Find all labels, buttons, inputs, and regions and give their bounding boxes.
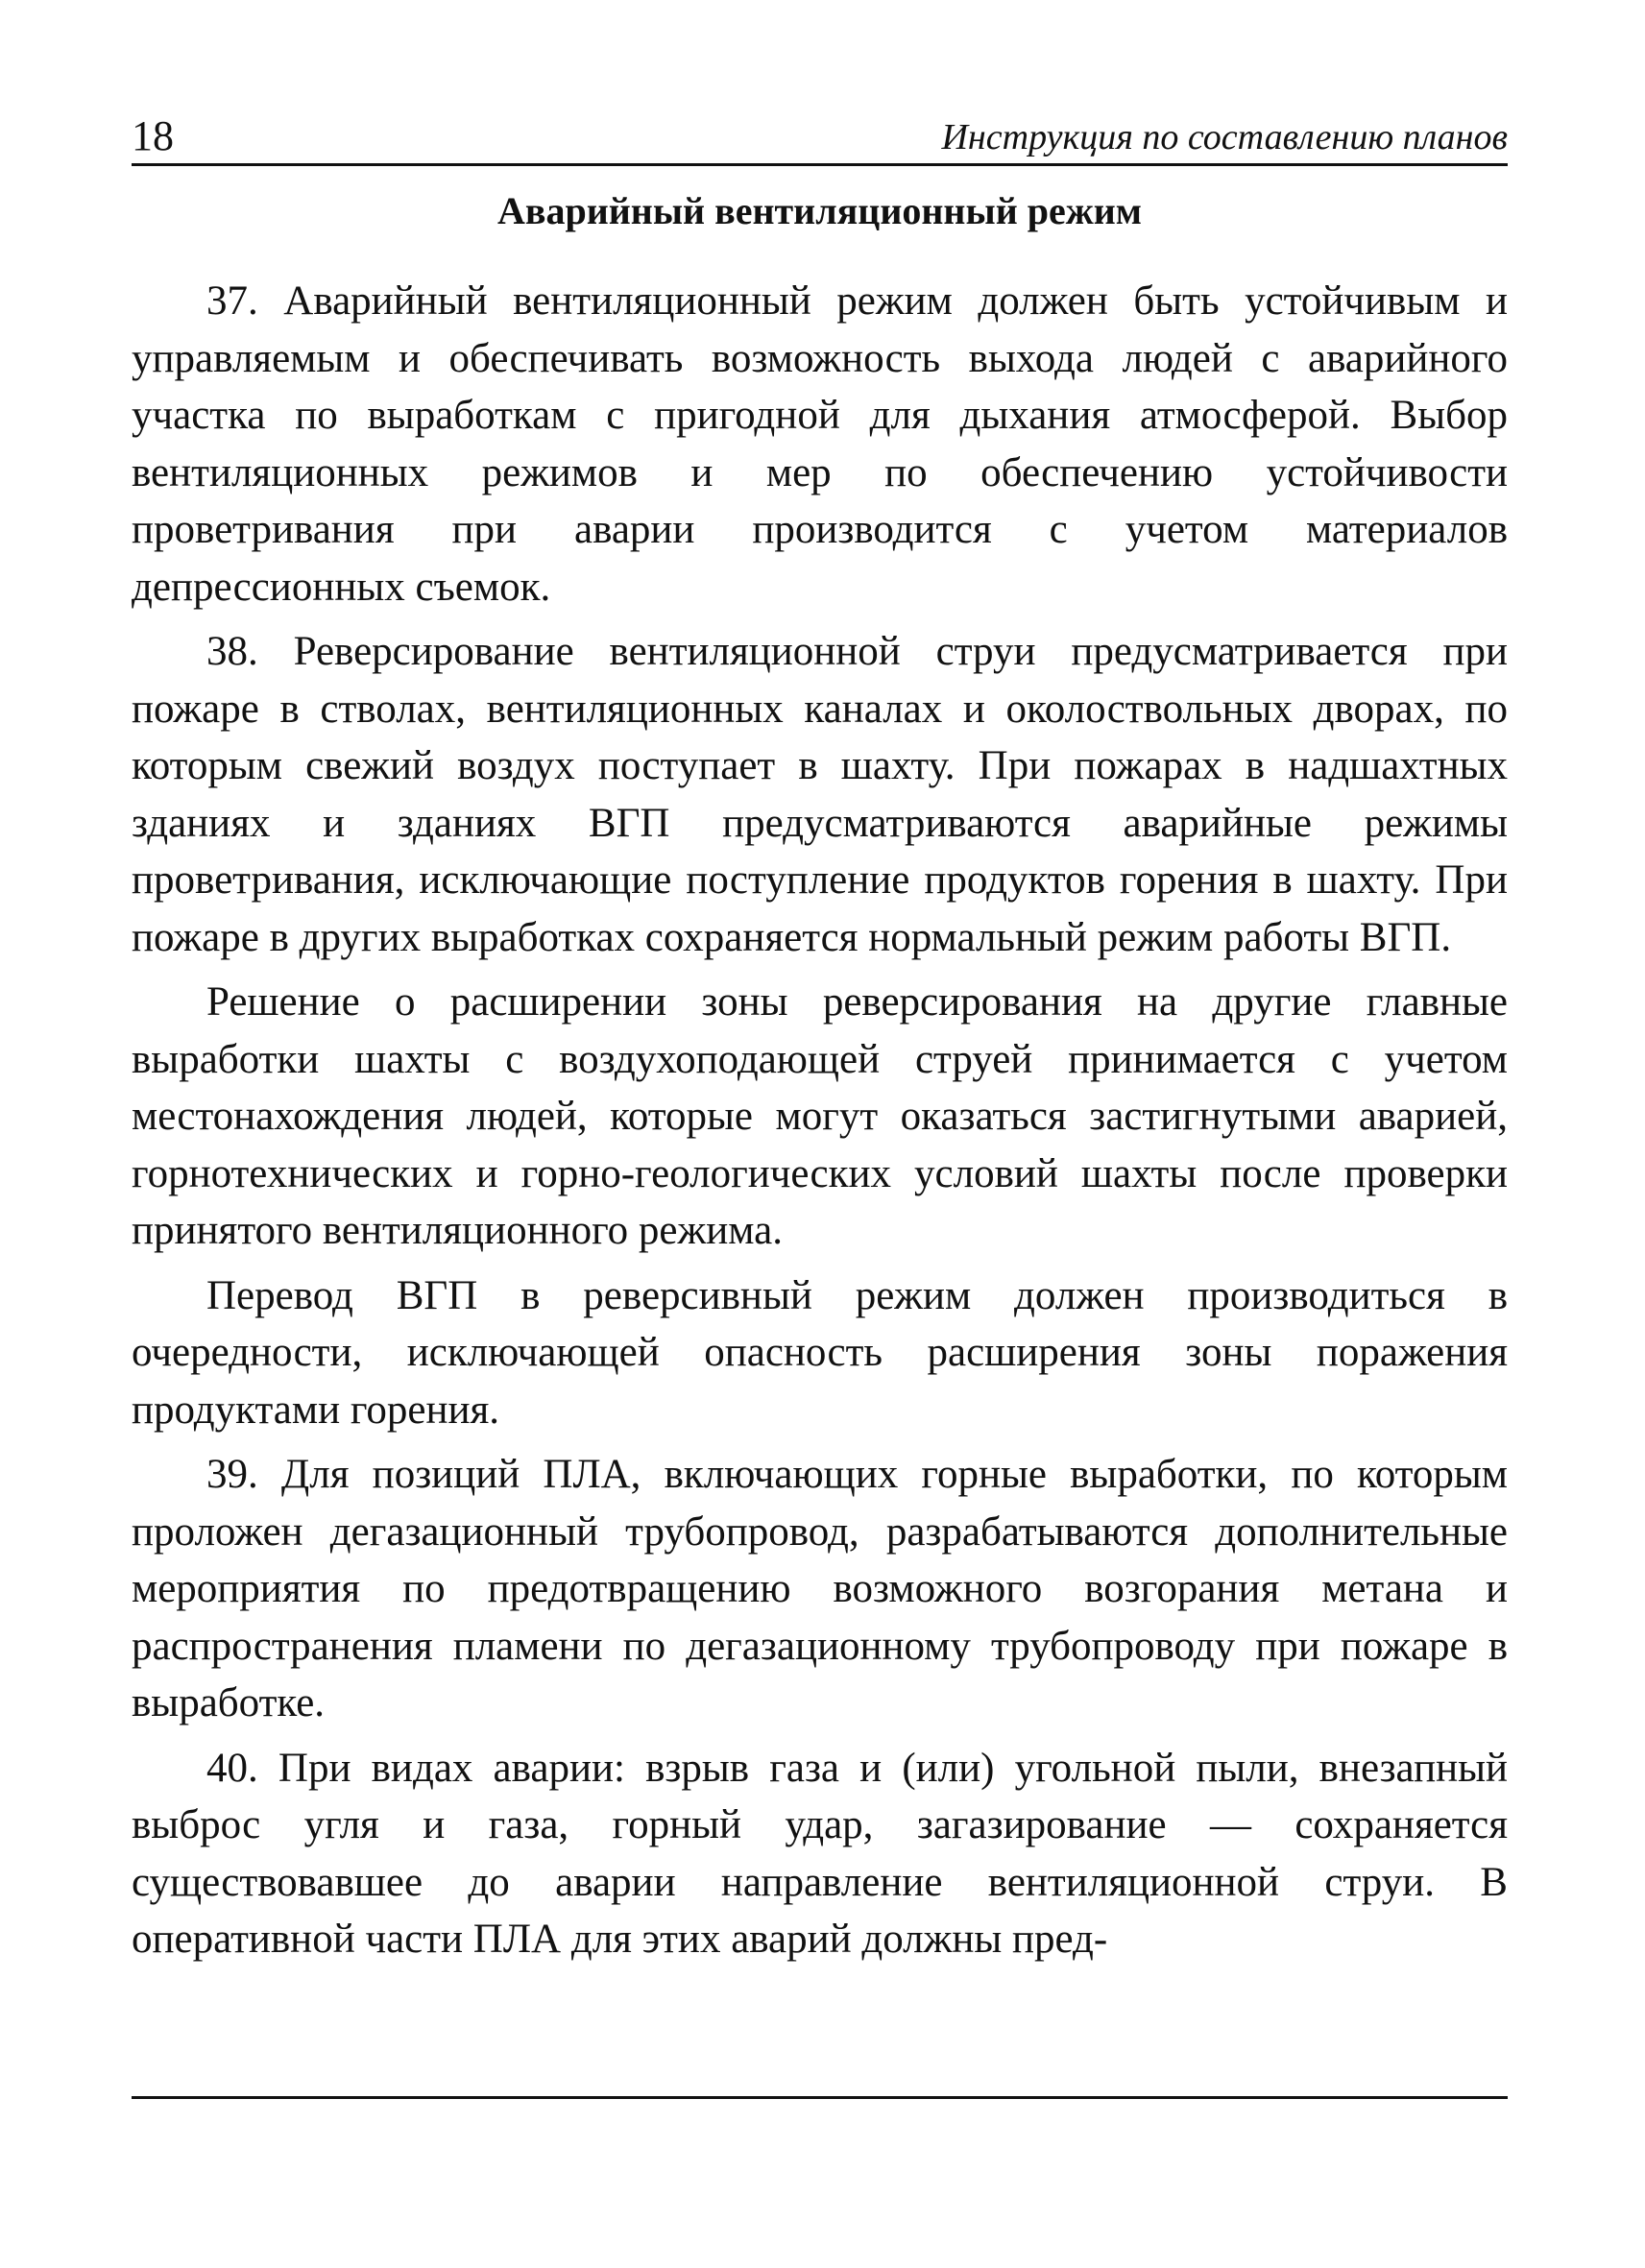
running-title: Инструкция по составлению планов: [941, 117, 1508, 157]
paragraph-38: 38. Реверсирование вентиляционной струи предусматривается при пожаре в стволах, вентиляционных каналах и околоствольных дворах, по которым свежий воздух поступает в шахту. При пожарах в надшахтных зданиях и зданиях ВГП предусматриваются аварийные режимы проветривания, исключающие поступление продуктов горения в шахту. При пожаре в других выработках сохраняется нормальный режим работы ВГП.: [132, 629, 1508, 960]
paragraph-fan-switch: Перевод ВГП в реверсивный режим должен производиться в очередности, исключающей опасность расширения зоны поражения продуктами горения.: [132, 1272, 1508, 1433]
paragraph-40: 40. При видах аварии: взрыв газа и (или) угольной пыли, внезапный выброс угля и газа, горный удар, загазирование — сохраняется существовавшее до аварии направление вентиляционной струи. В оперативной части ПЛА для этих аварий должны пред-: [132, 1745, 1508, 1962]
page-header: [132, 106, 1508, 166]
section-title: Аварийный вентиляционный режим: [496, 189, 1143, 232]
footer-rule: [132, 2096, 1508, 2099]
body-text: [132, 273, 1508, 1976]
paragraph-reversing-zone: Решение о расширении зоны реверсирования на другие главные выработки шахты с воздухоподающей струей принимается с учетом местонахождения людей, которые могут оказаться застигнутыми аварией, горнотехнических и горно-геологических условий шахты после проверки принятого вентиляционного режима.: [132, 979, 1508, 1253]
page-number: 18: [132, 112, 174, 159]
paragraph-39: 39. Для позиций ПЛА, включающих горные выработки, по которым проложен дегазационный трубопровод, разрабатываются дополнительные мероприятия по предотвращению возможного возгорания метана и распространения пламени по дегазационному трубопроводу при пожаре в выработке.: [132, 1452, 1508, 1725]
paragraph-37: 37. Аварийный вентиляционный режим должен быть устойчивым и управляемым и обеспечивать возможность выхода людей с аварийного участка по выработкам с пригодной для дыхания атмосферой. Выбор вентиляционных режимов и мер по обеспечению устойчивости проветривания при аварии производится с учетом материалов депрессионных съемок.: [132, 278, 1508, 610]
